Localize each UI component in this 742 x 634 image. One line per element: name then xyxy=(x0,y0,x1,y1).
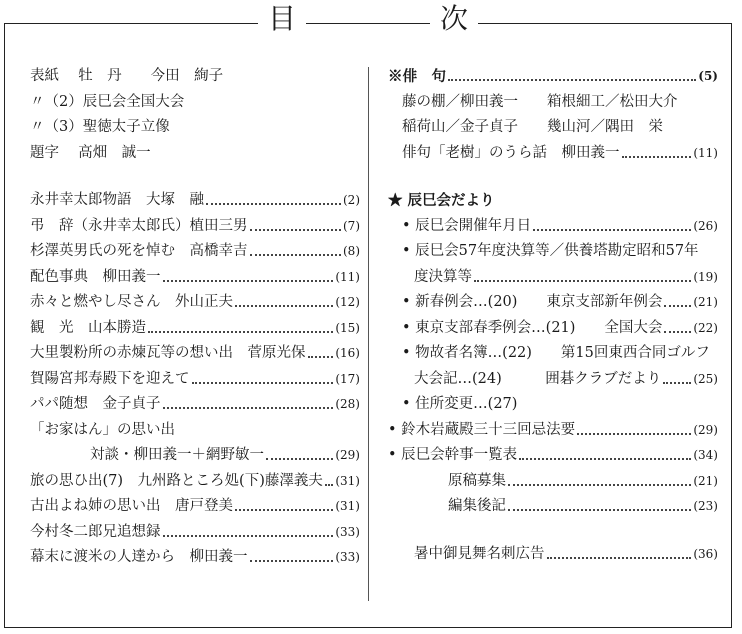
toc-entry xyxy=(30,520,360,546)
toc-entry xyxy=(30,188,360,214)
entry-title: 〃（2）辰巳会全国大会 xyxy=(30,93,185,110)
entry-title: 「お家はん」の思い出 xyxy=(30,421,175,438)
page-number: (5) xyxy=(698,69,718,83)
left-column xyxy=(30,64,360,571)
page-number: (8) xyxy=(343,244,360,258)
news-entry xyxy=(388,418,718,444)
toc-entry xyxy=(30,418,360,444)
right-column xyxy=(388,64,718,567)
column-divider xyxy=(368,67,369,601)
entry-title: 旅の思ひ出(7) 九州路ところ処(下)藤澤義夫 xyxy=(30,472,323,489)
cover-credit xyxy=(30,90,360,116)
page-number: (31) xyxy=(335,473,360,488)
entry-title: 賀陽宮邦寿殿下を迎えて xyxy=(30,370,190,387)
page-number: (23) xyxy=(693,499,718,513)
news-entry xyxy=(388,341,718,367)
entry-title: 対談・柳田義一＋網野敏一 xyxy=(90,447,264,463)
page-number: (33) xyxy=(335,524,360,539)
entry-title: ※俳 句 xyxy=(388,68,446,85)
entry-title: 永井幸太郎物語 大塚 融 xyxy=(30,192,204,208)
toc-entry xyxy=(30,239,360,265)
entry-title: 藤の棚／柳田義一 箱根細工／松田大介 xyxy=(402,93,678,110)
dot-leader xyxy=(235,507,333,511)
dot-leader xyxy=(250,558,333,562)
entry-title: パパ随想 金子貞子 xyxy=(30,396,161,412)
toc-entry xyxy=(30,494,360,520)
entry-title: 大里製粉所の赤煉瓦等の想い出 菅原光保 xyxy=(30,345,306,361)
entry-title: 原稿募集 xyxy=(448,472,506,489)
page-number: (7) xyxy=(343,218,360,233)
news-entry xyxy=(388,214,718,240)
entry-title: 観 光 山本勝造 xyxy=(30,319,146,336)
page-number: (34) xyxy=(693,448,718,462)
cover-credit xyxy=(30,141,360,167)
page-number: (11) xyxy=(335,269,360,284)
haiku-entry xyxy=(388,141,718,167)
news-entry xyxy=(388,494,718,520)
entry-title: 表紙 牡 丹 今田 絢子 xyxy=(30,68,224,84)
entry-title: 今村冬二郎兄追想録 xyxy=(30,523,161,540)
news-entry xyxy=(388,367,718,393)
dot-leader xyxy=(235,303,333,307)
entry-title: ★ 辰巳会だより xyxy=(388,192,495,209)
cover-credit xyxy=(30,115,360,141)
page-number: (33) xyxy=(335,550,360,564)
toc-entry xyxy=(30,469,360,495)
entry-title: 杉澤英男氏の死を悼む 高橋幸吉 xyxy=(30,243,248,259)
toc-entry xyxy=(30,316,360,342)
entry-title: • 鈴木岩蔵殿三十三回忌法要 xyxy=(388,421,576,438)
dot-leader xyxy=(308,354,333,358)
page-number: (21) xyxy=(693,473,718,488)
dot-leader xyxy=(577,431,691,435)
entry-title: • 東京支部春季例会…(21) 全国大会 xyxy=(402,319,663,336)
page-number: (11) xyxy=(693,145,718,160)
page-number: (21) xyxy=(693,295,718,309)
page-number: (12) xyxy=(335,295,360,309)
news-entry xyxy=(388,290,718,316)
dot-leader xyxy=(325,482,333,486)
dot-leader xyxy=(663,380,691,384)
dot-leader xyxy=(206,201,341,205)
haiku-entry xyxy=(388,115,718,141)
dot-leader xyxy=(250,252,341,256)
page-number: (29) xyxy=(693,422,718,437)
dot-leader xyxy=(622,154,691,158)
dot-leader xyxy=(250,227,341,231)
entry-title: 題字 高畑 誠一 xyxy=(30,144,151,161)
dot-leader xyxy=(547,555,691,559)
toc-entry xyxy=(30,290,360,316)
entry-title: 幕末に渡米の人達から 柳田義一 xyxy=(30,549,248,565)
news-entry xyxy=(388,469,718,495)
entry-title: • 辰巳会幹事一覧表 xyxy=(388,447,518,463)
entry-title: 赤々と燃やし尽さん 外山正夫 xyxy=(30,294,233,310)
dot-leader xyxy=(519,456,691,460)
toc-entry xyxy=(30,214,360,240)
news-entry xyxy=(388,265,718,291)
entry-title: • 住所変更…(27) xyxy=(402,396,518,412)
page-number: (25) xyxy=(693,371,718,386)
toc-entry xyxy=(30,265,360,291)
news-entry xyxy=(388,392,718,418)
entry-title: • 辰巳会57年度決算等／供養塔勘定昭和57年 xyxy=(402,243,699,259)
news-entry xyxy=(388,239,718,265)
page-number: (28) xyxy=(335,397,360,411)
dot-leader xyxy=(533,227,691,231)
page-number: (22) xyxy=(693,320,718,335)
entry-title: 大会記…(24) 囲碁クラブだより xyxy=(414,370,662,387)
news-entry xyxy=(388,443,718,469)
spacer xyxy=(388,520,718,542)
page-number: (29) xyxy=(335,448,360,462)
haiku-entry xyxy=(388,90,718,116)
toc-entry xyxy=(30,545,360,571)
news-heading xyxy=(388,188,718,214)
page-number: (31) xyxy=(335,499,360,513)
entry-title: 度決算等 xyxy=(414,268,472,285)
spacer xyxy=(30,166,360,188)
dot-leader xyxy=(508,507,691,511)
entry-title: 古出よね姉の思い出 唐戸登美 xyxy=(30,498,233,514)
entry-title: 稲荷山／金子貞子 幾山河／隅田 栄 xyxy=(402,119,663,135)
dot-leader xyxy=(163,278,333,282)
spacer xyxy=(388,166,718,188)
page-number: (15) xyxy=(335,320,360,335)
haiku-heading xyxy=(388,64,718,90)
page-number: (19) xyxy=(693,269,718,284)
entry-title: • 物故者名簿…(22) 第15回東西合同ゴルフ xyxy=(402,345,710,361)
dot-leader xyxy=(474,278,691,282)
toc-title-right: 次 xyxy=(430,2,478,36)
entry-title: 編集後記 xyxy=(448,498,506,514)
page-number: (2) xyxy=(343,193,360,207)
cover-credit xyxy=(30,64,360,90)
page-number: (17) xyxy=(335,371,360,386)
dot-leader xyxy=(508,482,691,486)
entry-title: 配色事典 柳田義一 xyxy=(30,268,161,285)
entry-title: • 新春例会…(20) 東京支部新年例会 xyxy=(402,294,663,310)
page-number: (36) xyxy=(693,546,718,561)
page-number: (26) xyxy=(693,218,718,233)
entry-title: • 辰巳会開催年月日 xyxy=(402,217,532,234)
dot-leader xyxy=(664,303,691,307)
dot-leader xyxy=(448,77,696,81)
toc-title-left: 目 xyxy=(258,2,306,36)
dot-leader xyxy=(266,456,333,460)
news-entry xyxy=(388,316,718,342)
dot-leader xyxy=(148,329,333,333)
dot-leader xyxy=(192,380,333,384)
toc-entry xyxy=(30,367,360,393)
entry-title: 〃（3）聖徳太子立像 xyxy=(30,119,170,135)
toc-entry xyxy=(30,443,360,469)
toc-entry xyxy=(30,392,360,418)
dot-leader xyxy=(664,329,691,333)
entry-title: 暑中御見舞名刺広告 xyxy=(414,545,545,562)
entry-title: 俳句「老樹」のうら話 柳田義一 xyxy=(402,144,620,161)
dot-leader xyxy=(163,533,333,537)
toc-entry xyxy=(30,341,360,367)
dot-leader xyxy=(163,405,333,409)
ad-entry xyxy=(388,542,718,568)
entry-title: 弔 辞（永井幸太郎氏）植田三男 xyxy=(30,217,248,234)
page-number: (16) xyxy=(335,346,360,360)
